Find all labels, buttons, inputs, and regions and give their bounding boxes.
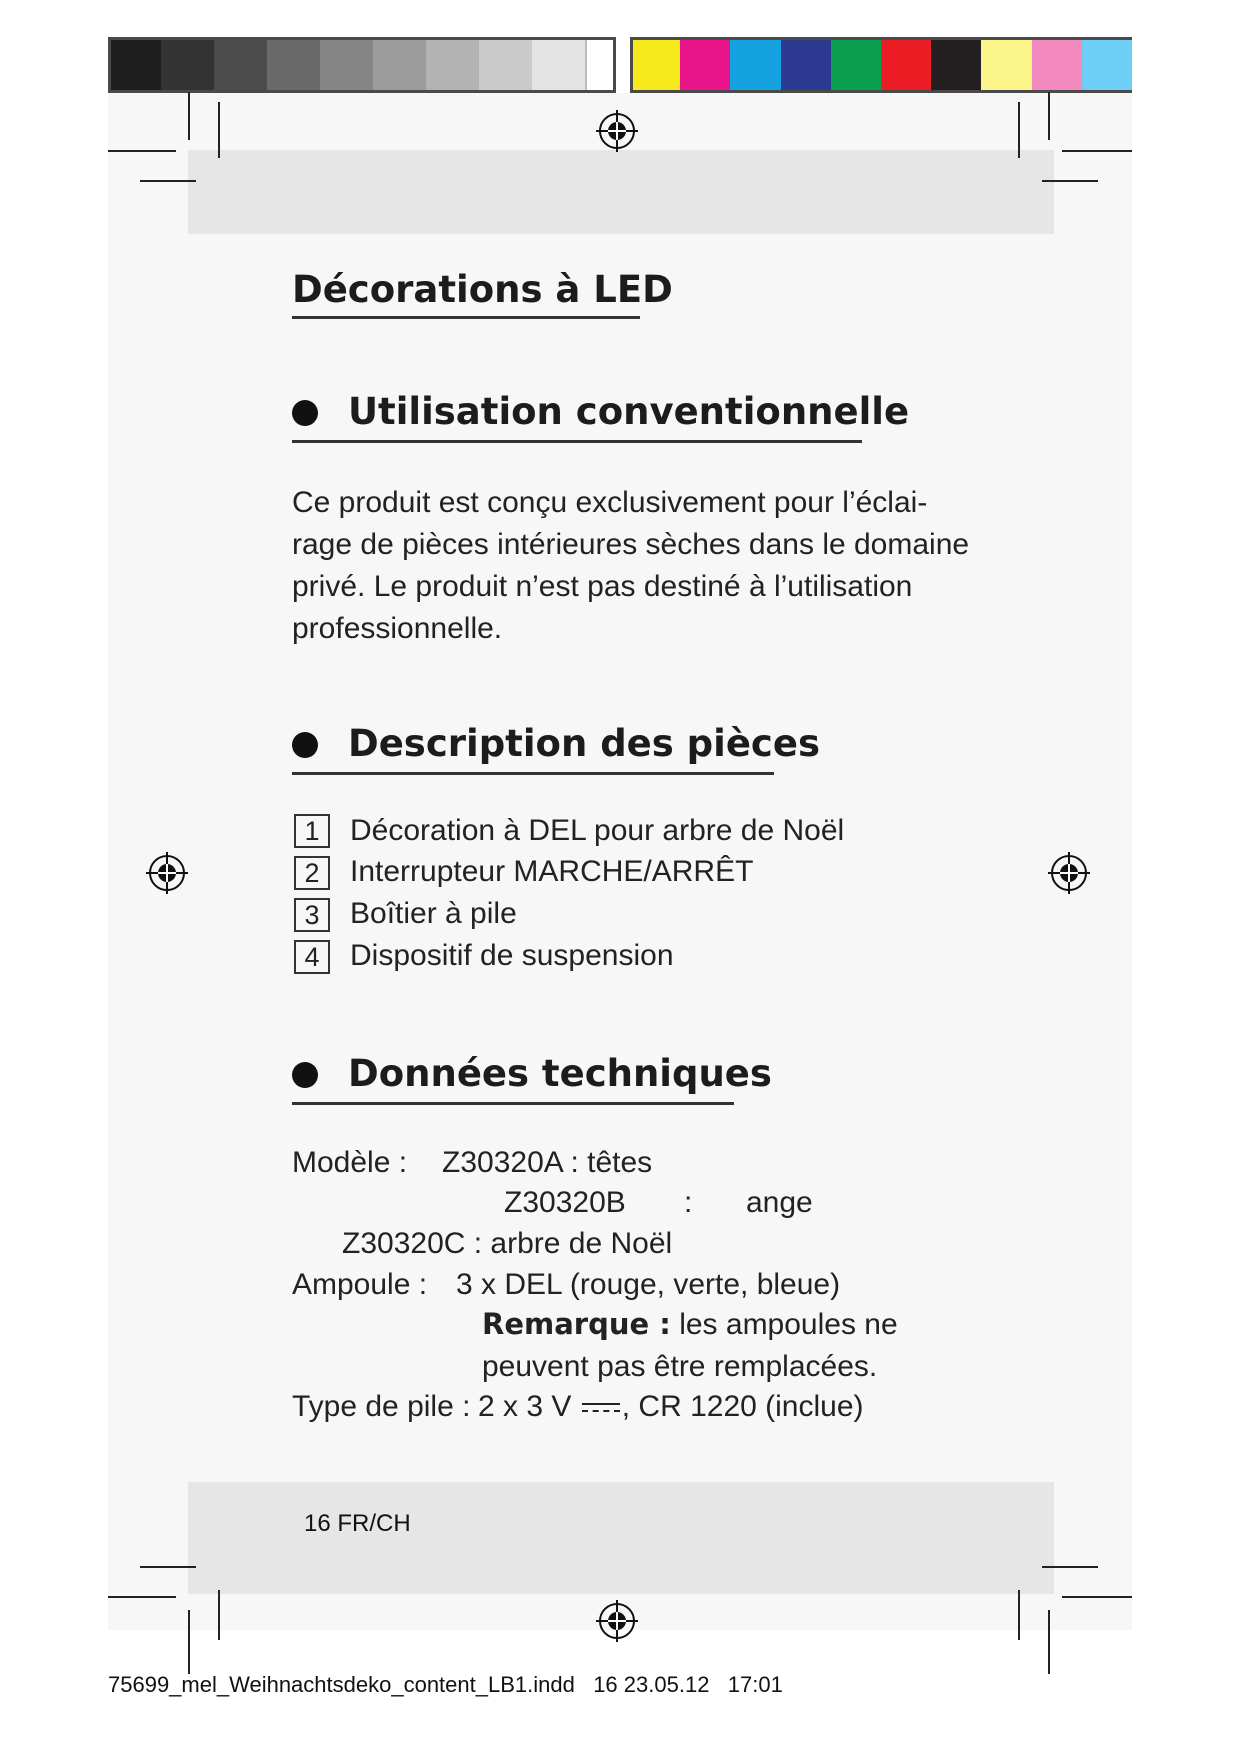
model-b-code: Z30320B xyxy=(504,1186,626,1219)
part-label-3: Boîtier à pile xyxy=(350,897,517,930)
section-heading-parts: Description des pièces xyxy=(348,722,820,765)
battery-voltage: 2 x 3 V xyxy=(478,1390,572,1423)
gray-swatch-7 xyxy=(426,37,479,93)
section-heading-usage: Utilisation conventionnelle xyxy=(348,390,910,433)
part-number-3: 3 xyxy=(294,898,330,932)
crop-mark xyxy=(1048,92,1050,140)
note-label: Remarque : xyxy=(482,1307,671,1341)
slug-file: 75699_mel_Weihnachtsdeko_content_LB1.indd xyxy=(108,1672,575,1697)
crop-mark xyxy=(1048,1610,1050,1674)
text-line: Ce produit est conçu exclusivement pour l’éclai- xyxy=(292,486,928,519)
footer-band xyxy=(188,1482,1054,1594)
crop-mark xyxy=(140,180,196,182)
crop-mark xyxy=(1062,1596,1132,1598)
crop-mark xyxy=(1042,1566,1098,1568)
crop-mark xyxy=(218,102,220,158)
battery-value xyxy=(478,1390,864,1424)
color-swatch-7 xyxy=(931,37,981,93)
model-a: Z30320A : têtes xyxy=(442,1146,653,1179)
page-title: Décorations à LED xyxy=(292,268,673,311)
note xyxy=(482,1307,898,1342)
crop-mark xyxy=(1018,102,1020,158)
gray-swatch-1 xyxy=(108,37,161,93)
part-number-4: 4 xyxy=(294,940,330,974)
crop-mark xyxy=(108,1596,176,1598)
crop-mark xyxy=(108,150,176,152)
title-underline xyxy=(292,316,640,319)
color-swatch-6 xyxy=(881,37,931,93)
gray-swatch-9 xyxy=(532,37,585,93)
section-heading-tech: Données techniques xyxy=(348,1052,772,1095)
color-swatch-1 xyxy=(630,37,680,93)
color-swatch-9 xyxy=(1032,37,1082,93)
bulb-label: Ampoule : xyxy=(292,1268,428,1301)
color-swatch-4 xyxy=(781,37,831,93)
note-text-2: peuvent pas être remplacées. xyxy=(482,1350,878,1383)
registration-mark-icon xyxy=(594,1598,640,1644)
crop-mark xyxy=(1062,150,1132,152)
crop-mark xyxy=(188,92,190,140)
text-line: rage de pièces intérieures sèches dans le domaine xyxy=(292,528,970,561)
gray-swatch-3 xyxy=(214,37,267,93)
gray-scale-bar xyxy=(108,37,638,93)
part-number-1: 1 xyxy=(294,814,330,848)
crop-mark xyxy=(218,1590,220,1640)
section-underline xyxy=(292,772,774,775)
part-label-1: Décoration à DEL pour arbre de Noël xyxy=(350,814,845,847)
crop-mark xyxy=(1018,1590,1020,1640)
registration-mark-icon xyxy=(1046,850,1092,896)
battery-type: , CR 1220 (inclue) xyxy=(621,1390,864,1423)
header-band xyxy=(188,150,1054,234)
section-bullet xyxy=(292,400,318,426)
section-bullet xyxy=(292,1062,318,1088)
model-b-name: ange xyxy=(746,1186,813,1219)
section-underline xyxy=(292,1102,734,1105)
slug-line xyxy=(108,1672,783,1698)
color-swatch-2 xyxy=(680,37,730,93)
battery-label: Type de pile : xyxy=(292,1390,471,1423)
slug-page: 16 xyxy=(593,1672,618,1697)
registration-mark-icon xyxy=(594,108,640,154)
text-line: professionnelle. xyxy=(292,612,503,645)
model-c: Z30320C : arbre de Noël xyxy=(342,1227,673,1260)
registration-mark-icon xyxy=(144,850,190,896)
page-number: 16 FR/CH xyxy=(304,1510,411,1537)
bulb-value: 3 x DEL (rouge, verte, bleue) xyxy=(456,1268,841,1301)
color-swatch-8 xyxy=(981,37,1031,93)
color-swatch-3 xyxy=(730,37,780,93)
color-scale-bar xyxy=(630,37,1132,93)
gray-swatch-4 xyxy=(267,37,320,93)
part-number-2: 2 xyxy=(294,856,330,890)
gray-swatch-8 xyxy=(479,37,532,93)
color-swatch-10 xyxy=(1082,37,1132,93)
text-line: privé. Le produit n’est pas destiné à l’utilisation xyxy=(292,570,913,603)
part-label-2: Interrupteur MARCHE/ARRÊT xyxy=(350,855,754,888)
slug-date: 23.05.12 xyxy=(623,1672,710,1697)
crop-mark xyxy=(1042,180,1098,182)
gray-swatch-5 xyxy=(320,37,373,93)
dc-symbol-icon xyxy=(582,1400,620,1416)
section-bullet xyxy=(292,732,318,758)
slug-time: 17:01 xyxy=(727,1672,783,1697)
section-underline xyxy=(292,440,862,443)
part-label-4: Dispositif de suspension xyxy=(350,939,674,972)
color-swatch-5 xyxy=(831,37,881,93)
crop-mark xyxy=(140,1566,196,1568)
usage-paragraph xyxy=(292,482,969,650)
model-b-colon: : xyxy=(684,1186,693,1219)
note-text: les ampoules ne xyxy=(670,1308,898,1341)
model-label: Modèle : xyxy=(292,1146,408,1179)
gray-swatch-2 xyxy=(161,37,214,93)
gray-swatch-6 xyxy=(373,37,426,93)
crop-mark xyxy=(188,1610,190,1674)
